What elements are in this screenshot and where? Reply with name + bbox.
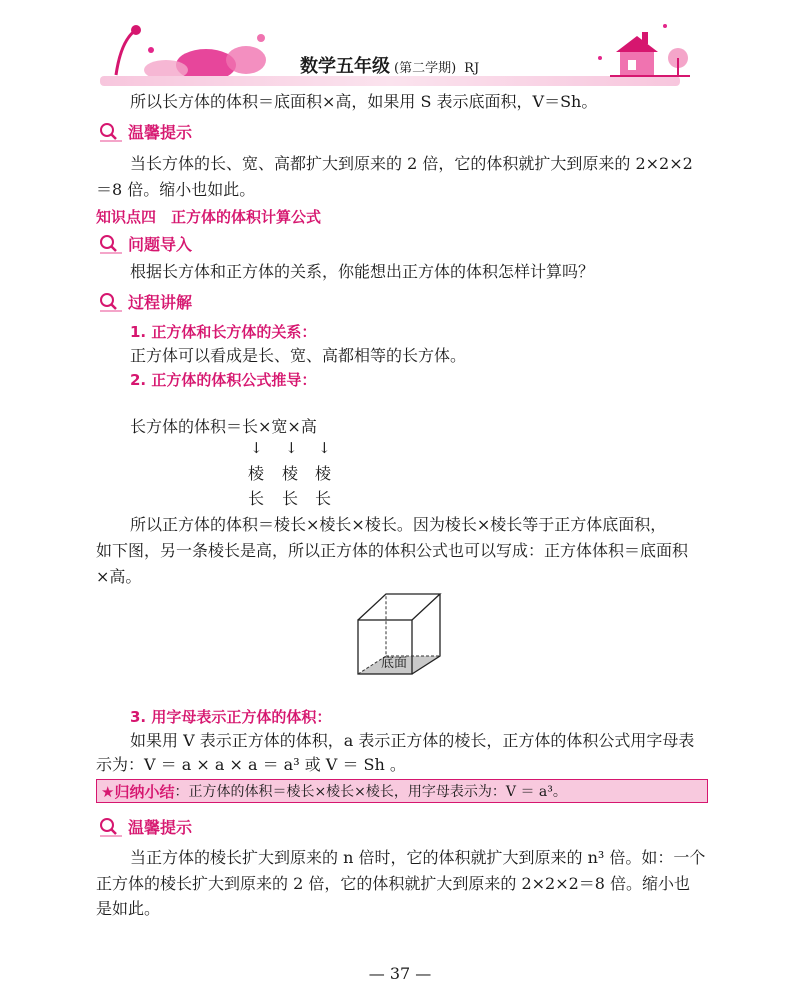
hint-label: 问题导入: [128, 235, 193, 254]
para-line-3: ×高。: [96, 567, 142, 586]
tip2-line-2: 正方体的棱长扩大到原来的 2 倍，它的体积就扩大到原来的 2×2×2＝8 倍。缩小也: [96, 874, 691, 893]
para-line-1: 所以正方体的体积＝棱长×棱长×棱长。因为棱长×棱长等于正方体底面积，: [130, 515, 667, 534]
magnifier-icon: [98, 121, 124, 143]
magnifier-icon: [98, 816, 124, 838]
item2-title: 2. 正方体的体积公式推导：: [130, 371, 317, 389]
tip2-line-1: 当正方体的棱长扩大到原来的 n 倍时，它的体积就扩大到原来的 n³ 倍。如：一个: [130, 848, 706, 867]
hint-label: 温馨提示: [128, 818, 193, 837]
hint-warm-tip-2: [98, 815, 192, 838]
item3-line-1: 如果用 V 表示正方体的体积，a 表示正方体的棱长，正方体的体积公式用字母表: [130, 731, 695, 750]
header-title-group: [300, 52, 479, 78]
magnifier-icon: [98, 291, 124, 313]
tip1-line-1: 当长方体的长、宽、高都扩大到原来的 2 倍，它的体积就扩大到原来的 2×2×2: [130, 154, 693, 173]
arrow-down-icon: ↓: [250, 439, 263, 457]
summary-label: ★归纳小结: [101, 782, 175, 801]
term-label: (第二学期): [394, 61, 457, 76]
tip2-line-3: 是如此。: [96, 899, 161, 918]
hint-warm-tip-1: [98, 120, 192, 143]
derive-top-2: 棱: [282, 464, 299, 483]
hint-label: 过程讲解: [128, 293, 193, 312]
formula-line: 长方体的体积＝长×宽×高: [130, 417, 317, 436]
summary-box: [96, 779, 708, 803]
summary-text: ：正方体的体积＝棱长×棱长×棱长，用字母表示为：V ＝ a³。: [174, 784, 567, 800]
item1-title: 1. 正方体和长方体的关系：: [130, 323, 317, 341]
header-right-decoration: [590, 18, 700, 82]
derive-bottom-1: 长: [248, 489, 265, 508]
para-line-2: 如下图，另一条棱长是高，所以正方体的体积公式也可以写成：正方体体积＝底面积: [96, 541, 689, 560]
page-number: — 37 —: [368, 964, 432, 983]
arrow-down-icon: ↓: [318, 439, 331, 457]
magnifier-icon: [98, 233, 124, 255]
tip1-line-2: ＝8 倍。缩小也如此。: [96, 180, 256, 199]
derive-top-1: 棱: [248, 464, 265, 483]
hint-question-intro: [98, 232, 192, 255]
edition-label: RJ: [464, 61, 480, 76]
item3-title: 3. 用字母表示正方体的体积：: [130, 708, 332, 726]
derive-bottom-3: 长: [315, 489, 332, 508]
book-title: 数学五年级: [300, 56, 390, 77]
arrow-down-icon: ↓: [285, 439, 298, 457]
knowledge-point-heading: 知识点四 正方体的体积计算公式: [96, 208, 322, 226]
cube-base-label: 底面: [381, 656, 408, 671]
hint-label: 温馨提示: [128, 123, 193, 142]
line-cuboid-volume: 所以长方体的体积＝底面积×高，如果用 S 表示底面积，V＝Sh。: [130, 92, 598, 111]
item1-text: 正方体可以看成是长、宽、高都相等的长方体。: [130, 346, 467, 365]
derive-bottom-2: 长: [282, 489, 299, 508]
item3-line-2: 示为：V ＝ a × a × a ＝ a³ 或 V ＝ Sh 。: [96, 755, 406, 774]
intro-text: 根据长方体和正方体的关系，你能想出正方体的体积怎样计算吗？: [130, 262, 595, 281]
hint-process: [98, 290, 192, 313]
derive-top-3: 棱: [315, 464, 332, 483]
header-left-decoration: [96, 20, 276, 80]
